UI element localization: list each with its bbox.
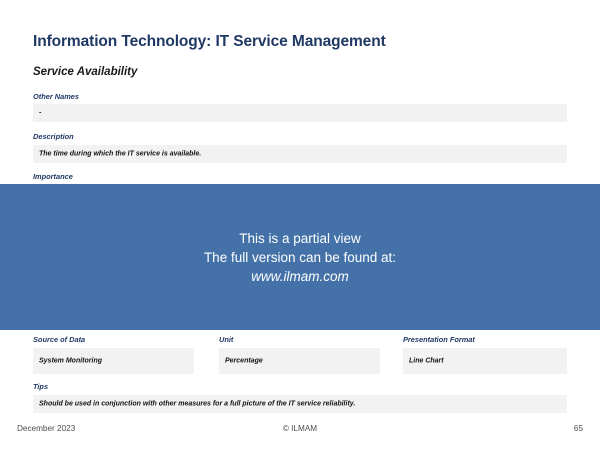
overlay-url[interactable]: www.ilmam.com (251, 268, 349, 284)
footer-date: December 2023 (17, 424, 76, 433)
label-importance: Importance (33, 172, 73, 181)
value-tips: Should be used in conjunction with other measures for a full picture of the IT service reliability. (39, 400, 356, 408)
section-subtitle: Service Availability (33, 66, 138, 78)
field-other-names (33, 104, 567, 122)
field-description (33, 145, 567, 163)
value-presentation-format: Line Chart (409, 357, 444, 365)
overlay-line-2: The full version can be found at: (203, 249, 397, 265)
value-unit: Percentage (225, 357, 263, 365)
label-source-of-data: Source of Data (33, 335, 86, 344)
field-unit (219, 348, 380, 374)
partial-view-overlay (0, 184, 600, 330)
overlay-line-1: This is a partial view (239, 230, 361, 246)
value-other-names: - (39, 109, 42, 117)
value-description: The time during which the IT service is available. (39, 150, 202, 158)
value-source-of-data: System Monitoring (39, 357, 103, 365)
page-title: Information Technology: IT Service Management (33, 33, 386, 50)
label-presentation-format: Presentation Format (403, 335, 475, 344)
label-tips: Tips (33, 382, 49, 391)
footer-copyright: © ILMAM (282, 424, 318, 433)
label-description: Description (33, 132, 74, 141)
field-tips (33, 395, 567, 413)
field-source-of-data (33, 348, 194, 374)
label-other-names: Other Names (33, 92, 80, 101)
footer-page-number: 65 (573, 424, 583, 433)
field-presentation-format (403, 348, 567, 374)
label-unit: Unit (219, 335, 234, 344)
